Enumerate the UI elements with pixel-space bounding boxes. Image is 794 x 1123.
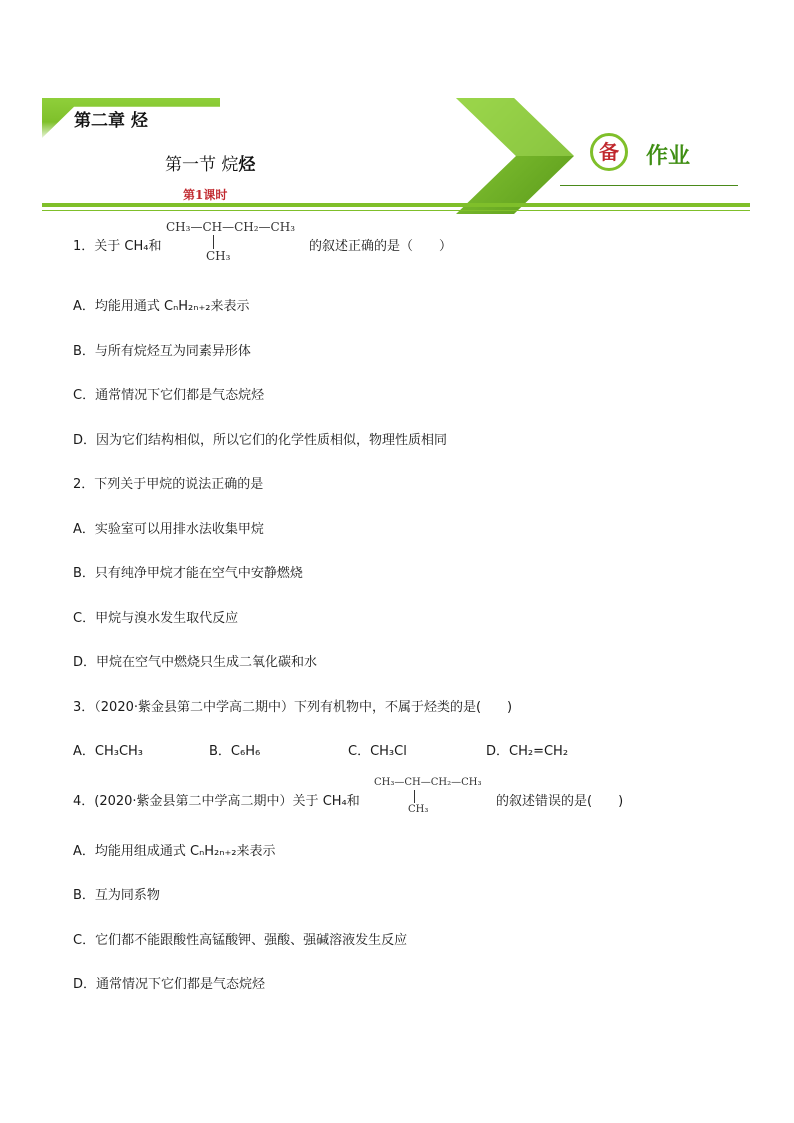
q1-structure-bond: [213, 235, 214, 249]
homework-label: 作业: [646, 144, 691, 169]
q1-option-c: C．通常情况下它们都是气态烷烃: [73, 388, 265, 403]
q1-option-a: A．均能用通式 CₙH₂ₙ₊₂来表示: [73, 299, 250, 314]
section-title: 第一节 烷烃: [165, 155, 256, 175]
q4-option-b: B．互为同系物: [73, 888, 160, 903]
q2-option-c: C．甲烷与溴水发生取代反应: [73, 611, 239, 626]
q4-option-d: D．通常情况下它们都是气态烷烃: [73, 977, 266, 992]
q4-structure-main-chain: CH₃—CH—CH₂—CH₃: [374, 777, 482, 788]
q3-option-d: D．CH₂=CH₂: [486, 744, 569, 759]
q3-stem: 3．（2020·紫金县第二中学高二期中）下列有机物中，不属于烃类的是( ): [73, 700, 513, 715]
q3-option-b: B．C₆H₆: [209, 744, 261, 759]
q4-stem-before: 4．(2020·紫金县第二中学高二期中）关于 CH₄和: [73, 794, 360, 809]
q1-option-b: B．与所有烷烃互为同素异形体: [73, 344, 251, 359]
lesson-label: 第1课时: [183, 188, 228, 202]
q4-stem-after: 的叙述错误的是( ): [496, 794, 624, 809]
q2-stem: 2．下列关于甲烷的说法正确的是: [73, 477, 264, 492]
q4-structure: [374, 777, 499, 819]
q3-option-a: A．CH₃CH₃: [73, 744, 144, 759]
q2-option-a: A．实验室可以用排水法收集甲烷: [73, 522, 264, 537]
q1-structure: [166, 220, 311, 266]
chapter-title: 第二章 烃: [74, 111, 148, 131]
q2-option-b: B．只有纯净甲烷才能在空气中安静燃烧: [73, 566, 303, 581]
q3-option-c: C．CH₃Cl: [348, 744, 407, 759]
q4-structure-bond: [414, 790, 415, 803]
q1-option-d: D．因为它们结构相似，所以它们的化学性质相似，物理性质相同: [73, 433, 448, 448]
header-divider-thick: [42, 203, 750, 207]
q4-option-a: A．均能用组成通式 CₙH₂ₙ₊₂来表示: [73, 844, 276, 859]
header-divider-thin: [42, 210, 750, 211]
q1-stem-before: 1．关于 CH₄和: [73, 239, 162, 254]
header-divider-short: [560, 185, 738, 186]
homework-badge-icon: 备: [590, 133, 628, 171]
q1-structure-branch: CH₃: [206, 249, 231, 263]
chevron-arrow-icon: [456, 98, 576, 214]
q4-structure-branch: CH₃: [408, 804, 429, 815]
q1-stem-after: 的叙述正确的是（ ）: [309, 239, 453, 254]
q1-structure-main-chain: CH₃—CH—CH₂—CH₃: [166, 220, 296, 234]
q2-option-d: D．甲烷在空气中燃烧只生成二氧化碳和水: [73, 655, 318, 670]
q4-option-c: C．它们都不能跟酸性高锰酸钾、强酸、强碱溶液发生反应: [73, 933, 408, 948]
